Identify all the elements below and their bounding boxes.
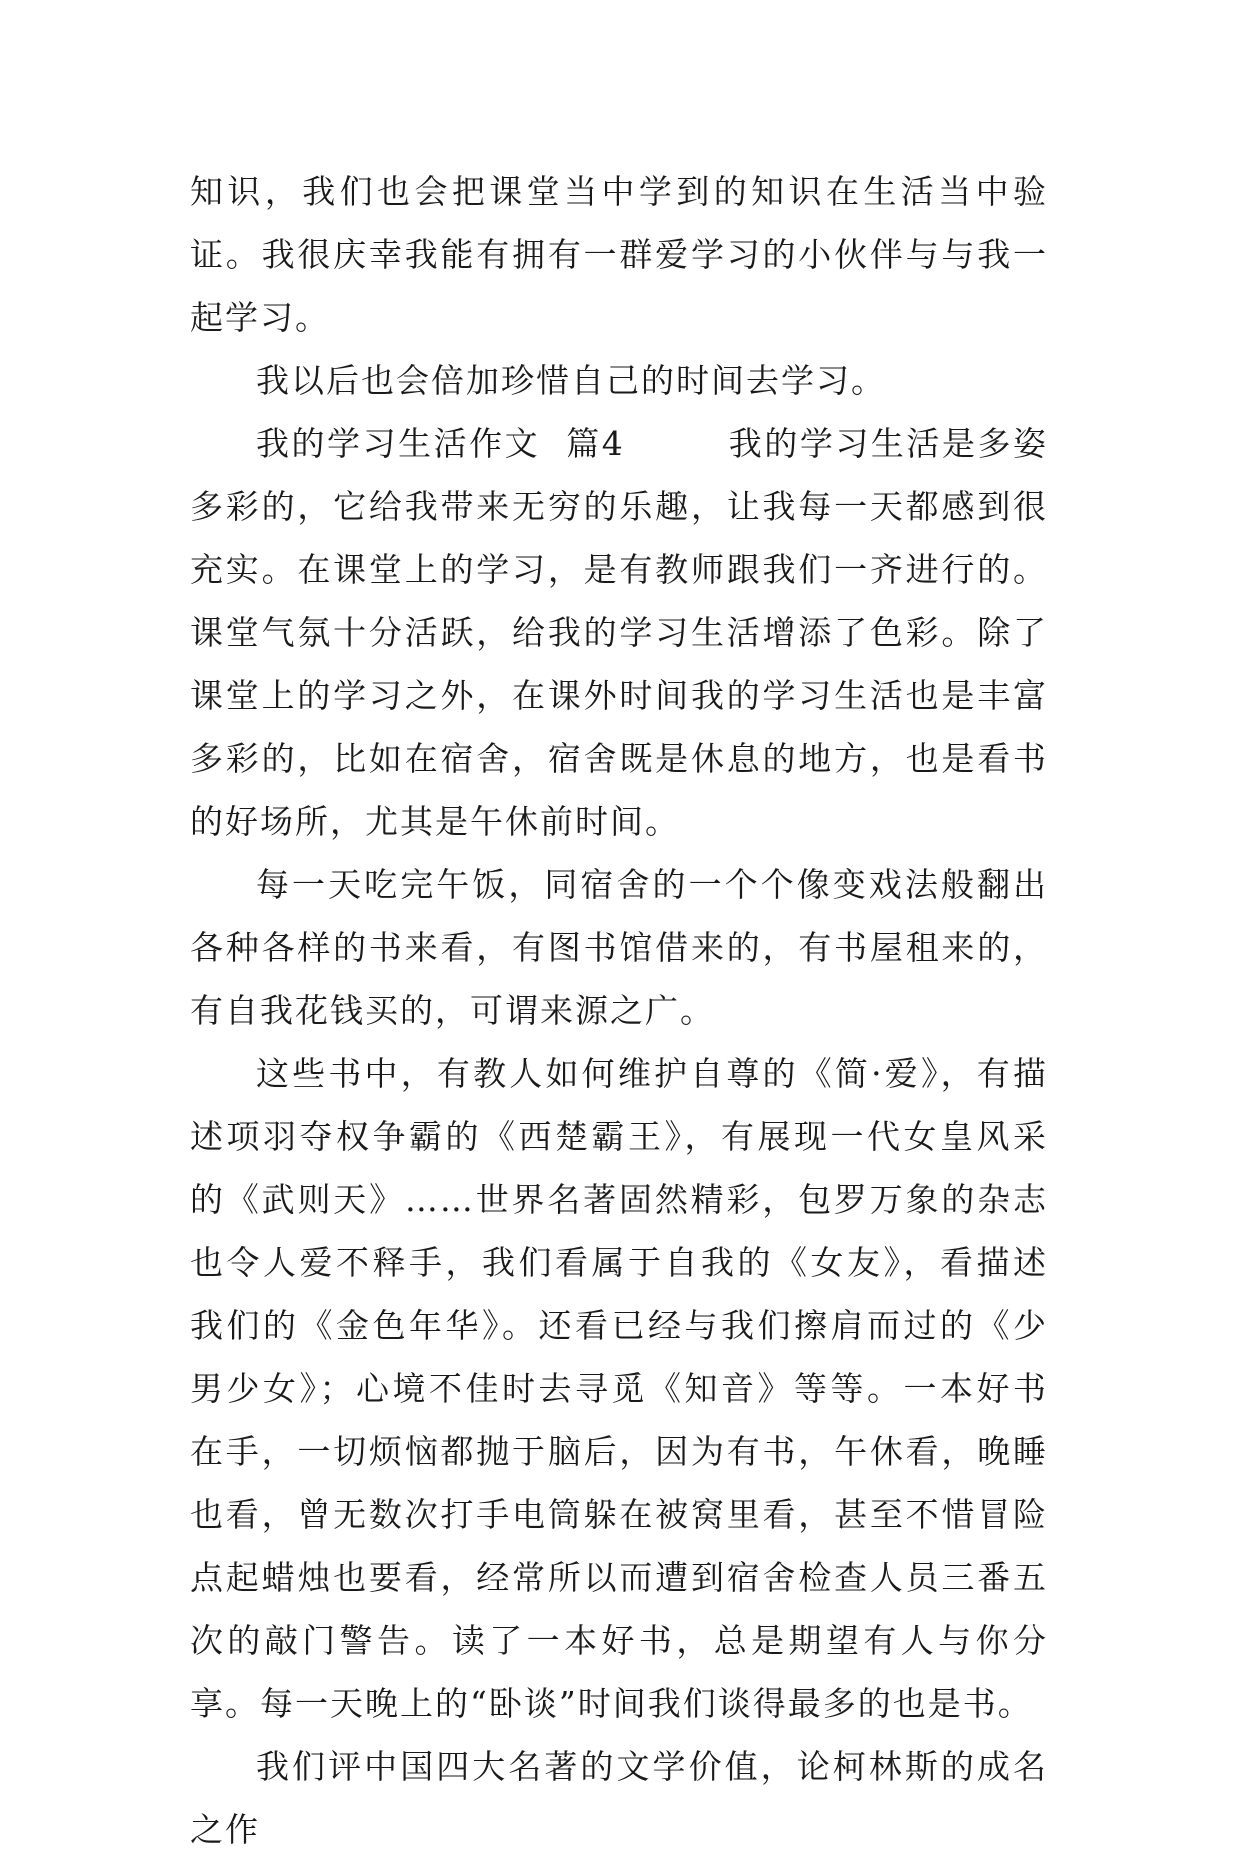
document-body bbox=[190, 160, 1048, 1861]
paragraph: 知识，我们也会把课堂当中学到的知识在生活当中验证。我很庆幸我能有拥有一群爱学习的小伙伴与与我一起学习。 bbox=[190, 172, 1048, 337]
paragraph: 我们评中国四大名著的文学价值，论柯林斯的成名之作 bbox=[190, 1747, 1048, 1849]
paragraph: 我的学习生活作文 篇4 我的学习生活是多姿多彩的，它给我带来无穷的乐趣，让我每一天都感到很充实。在课堂上的学习，是有教师跟我们一齐进行的。课堂气氛十分活跃，给我的学习生活增添了色彩。除了课堂上的学习之外，在课外时间我的学习生活也是丰富多彩的，比如在宿舍，宿舍既是休息的地方，也是看书的好场所，尤其是午休前时间。 bbox=[190, 424, 1048, 841]
paragraph: 这些书中，有教人如何维护自尊的《简·爱》，有描述项羽夺权争霸的《西楚霸王》，有展现一代女皇风采的《武则天》……世界名著固然精彩，包罗万象的杂志也令人爱不释手，我们看属于自我的《女友》，看描述我们的《金色年华》。还看已经与我们擦肩而过的《少男少女》；心境不佳时去寻觅《知音》等等。一本好书在手，一切烦恼都抛于脑后，因为有书，午休看，晚睡也看，曾无数次打手电筒躲在被窝里看，甚至不惜冒险点起蜡烛也要看，经常所以而遭到宿舍检查人员三番五次的敲门警告。读了一本好书，总是期望有人与你分享。每一天晚上的“卧谈”时间我们谈得最多的也是书。 bbox=[190, 1054, 1048, 1723]
paragraph: 我以后也会倍加珍惜自己的时间去学习。 bbox=[256, 361, 886, 400]
paragraph: 每一天吃完午饭，同宿舍的一个个像变戏法般翻出各种各样的书来看，有图书馆借来的，有书屋租来的，有自我花钱买的，可谓来源之广。 bbox=[190, 865, 1048, 1030]
